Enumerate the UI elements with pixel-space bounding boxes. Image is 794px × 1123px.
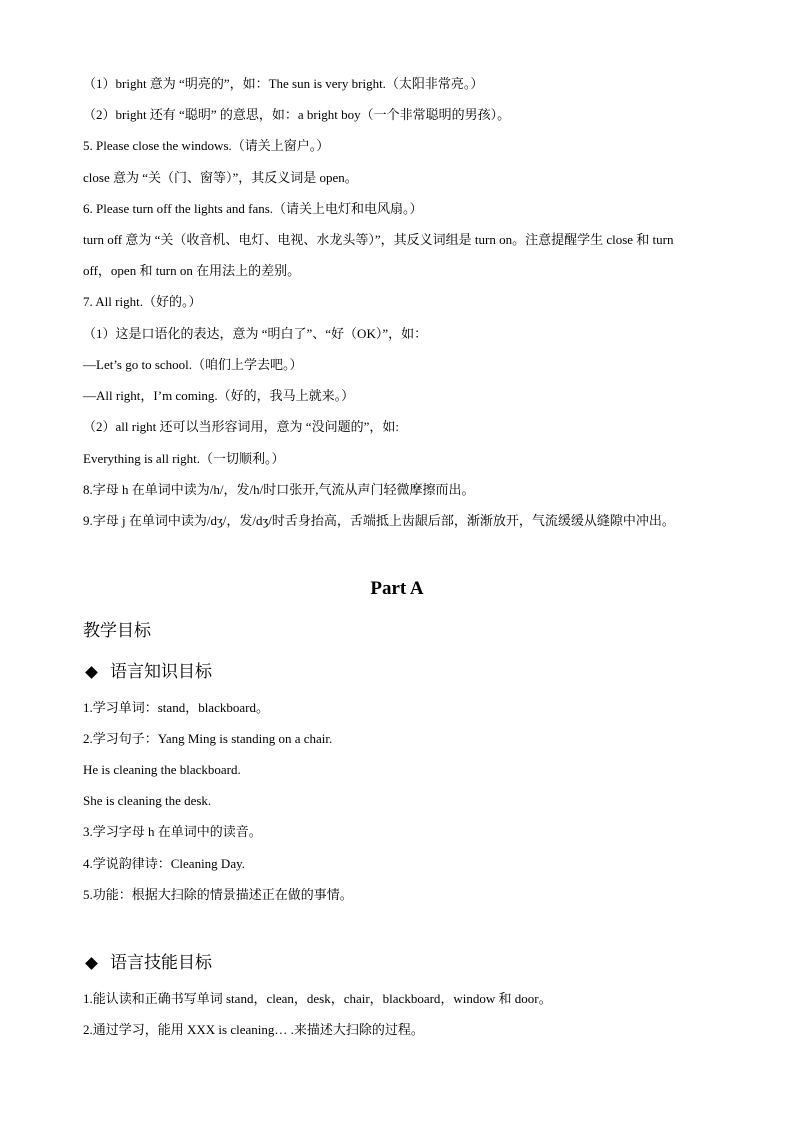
note-7-item-1: （1）这是口语化的表达，意为 “明白了”、“好（OK）”，如： [83, 326, 428, 341]
knowledge-item-4: She is cleaning the desk. [83, 793, 212, 808]
note-5-title: 5. Please close the windows.（请关上窗户。） [83, 138, 330, 153]
teaching-goals-heading: 教学目标 [83, 621, 151, 641]
knowledge-item-5: 3.学习字母 h 在单词中的读音。 [83, 824, 262, 839]
note-9: 9.字母 j 在单词中读为/dʒ/，发/dʒ/时舌身抬高，舌端抵上齿龈后部，渐渐放开，气流缓缓从缝隙中冲出。 [83, 513, 675, 528]
knowledge-goals-title: 语言知识目标 [110, 662, 212, 682]
knowledge-item-6: 4.学说韵律诗：Cleaning Day. [83, 856, 245, 871]
note-8: 8.字母 h 在单词中读为/h/，发/h/时口张开,气流从声门轻微摩擦而出。 [83, 482, 475, 497]
note-6-body-1: turn off 意为 “关（收音机、电灯、电视、水龙头等）”，其反义词组是 turn on。注意提醒学生 close 和 turn [83, 232, 674, 247]
note-7-title: 7. All right.（好的。） [83, 294, 202, 309]
skill-item-1: 1.能认读和正确书写单词 stand，clean，desk，chair，blackboard，window 和 door。 [83, 991, 552, 1006]
knowledge-item-7: 5.功能：根据大扫除的情景描述正在做的事情。 [83, 887, 353, 902]
note-bright-2: （2）bright 还有 “聪明” 的意思，如：a bright boy（一个非常聪明的男孩）。 [83, 107, 511, 122]
skill-item-2: 2.通过学习，能用 XXX is cleaning… .来描述大扫除的过程。 [83, 1022, 424, 1037]
skill-goals-title: 语言技能目标 [110, 953, 212, 973]
note-bright-1: （1）bright 意为 “明亮的”，如：The sun is very bright.（太阳非常亮。） [83, 76, 484, 91]
knowledge-item-2: 2.学习句子：Yang Ming is standing on a chair. [83, 731, 333, 746]
skill-goals-heading [83, 952, 212, 974]
diamond-bullet-icon [85, 957, 98, 970]
note-7-example: Everything is all right.（一切顺利。） [83, 451, 285, 466]
note-6-body-2: off，open 和 turn on 在用法上的差别。 [83, 263, 301, 278]
note-5-body: close 意为 “关（门、窗等）”，其反义词是 open。 [83, 170, 358, 185]
diamond-bullet-icon [85, 666, 98, 679]
knowledge-item-3: He is cleaning the blackboard. [83, 762, 241, 777]
note-7-dialog-2: —All right，I’m coming.（好的，我马上就来。） [83, 388, 355, 403]
note-7-dialog-1: —Let’s go to school.（咱们上学去吧。） [83, 357, 303, 372]
knowledge-item-1: 1.学习单词：stand，blackboard。 [83, 700, 269, 715]
part-title: Part A [370, 578, 424, 599]
knowledge-goals-heading [83, 661, 212, 683]
note-6-title: 6. Please turn off the lights and fans.（请关上电灯和电风扇。） [83, 201, 423, 216]
note-7-item-2: （2）all right 还可以当形容词用，意为 “没问题的”，如: [83, 419, 399, 434]
